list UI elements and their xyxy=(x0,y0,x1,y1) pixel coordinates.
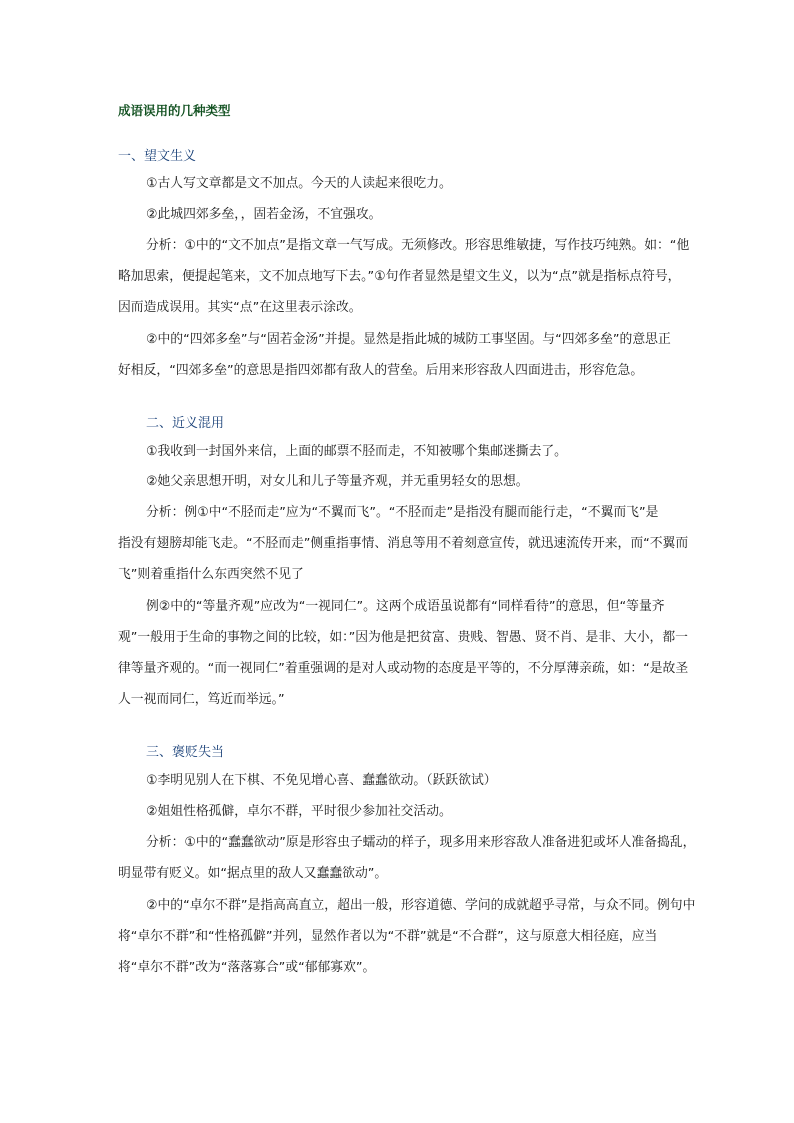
paragraph-line: 将“卓尔不群”和“性格孤僻”并列，显然作者以为“不群”就是“不合群”，这与原意大相径庭，应当 xyxy=(118,929,658,944)
paragraph-line: 因而造成误用。其实“点”在这里表示涂改。 xyxy=(118,300,362,315)
section-heading-3: 三、褒贬失当 xyxy=(146,745,225,760)
paragraph-line: 分析：例①中“不胫而走”应为“不翼而飞”。“不胫而走”是指没有腿而能行走，“不翼而飞”是 xyxy=(146,505,659,520)
paragraph-line: 略加思索，便提起笔来，文不加点地写下去。”①句作者显然是望文生义，以为“点”就是指标点符号， xyxy=(118,269,681,284)
paragraph xyxy=(118,765,674,796)
paragraph-line: 人一视而同仁，笃近而举远。” xyxy=(118,692,285,707)
paragraph-line: 例②中的“等量齐观”应改为“一视同仁”。这两个成语虽说都有“同样看待”的意思，但“等量齐 xyxy=(146,599,665,614)
paragraph-line: 飞”则着重指什么东西突然不见了 xyxy=(118,567,304,582)
paragraph xyxy=(118,199,674,230)
document-title: 成语误用的几种类型 xyxy=(118,103,231,118)
section-heading-2: 二、近义混用 xyxy=(146,416,225,431)
paragraph xyxy=(118,230,690,323)
paragraph xyxy=(118,796,674,827)
paragraph-line: 律等量齐观的。“而一视同仁”着重强调的是对人或动物的态度是平等的，不分厚薄亲疏，如：“是故圣 xyxy=(118,661,689,676)
paragraph-line: 分析：①中的“蠢蠢欲动”原是形容虫子蠕动的样子，现多用来形容敌人准备进犯或坏人准备捣乱， xyxy=(146,835,696,850)
paragraph xyxy=(118,466,674,497)
paragraph-line: ②姐姐性格孤僻，卓尔不群，平时很少参加社交活动。 xyxy=(146,804,452,819)
paragraph-line: 明显带有贬义。如“据点里的敌人又蠢蠢欲动”。 xyxy=(118,866,388,881)
paragraph xyxy=(118,890,696,983)
paragraph xyxy=(118,436,674,467)
paragraph-line: ①我收到一封国外来信，上面的邮票不胫而走，不知被哪个集邮迷撕去了。 xyxy=(146,444,567,459)
paragraph-line: 指没有翅膀却能飞走。“不胫而走”侧重指事情、消息等用不着刻意宣传，就迅速流传开来，而“不翼而 xyxy=(118,536,689,551)
paragraph xyxy=(118,324,674,386)
paragraph-line: ②中的“四郊多垒”与“固若金汤”并提。显然是指此城的城防工事坚固。与“四郊多垒”的意思正 xyxy=(146,332,671,347)
paragraph-line: ②中的“卓尔不群”是指高高直立，超出一般，形容道德、学问的成就超乎寻常，与众不同。例句中 xyxy=(146,898,696,913)
paragraph xyxy=(118,168,674,199)
paragraph-line: 分析：①中的“文不加点”是指文章一气写成。无须修改。形容思维敏捷，写作技巧纯熟。如：“他 xyxy=(146,238,690,253)
paragraph xyxy=(118,497,689,590)
paragraph xyxy=(118,827,696,889)
paragraph-line: ②她父亲思想开明，对女儿和儿子等量齐观，并无重男轻女的思想。 xyxy=(146,474,529,489)
paragraph xyxy=(118,591,689,715)
paragraph-line: 将“卓尔不群”改为“落落寡合”或“郁郁寡欢”。 xyxy=(118,960,376,975)
paragraph-line: 好相反，“四郊多垒”的意思是指四郊都有敌人的营垒。后用来形容敌人四面进击，形容危急。 xyxy=(118,363,644,378)
section-heading-1: 一、望文生义 xyxy=(118,149,197,164)
paragraph-line: 观”一般用于生命的事物之间的比较，如：”因为他是把贫富、贵贱、智愚、贤不肖、是非、大小，都一 xyxy=(118,630,688,645)
paragraph-line: ①李明见别人在下棋、不免见增心喜、蠢蠢欲动。（跃跃欲试） xyxy=(146,773,497,788)
paragraph-line: ①古人写文章都是文不加点。今天的人读起来很吃力。 xyxy=(146,176,452,191)
paragraph-line: ②此城四郊多垒，，固若金汤，不宜强攻。 xyxy=(146,207,382,222)
